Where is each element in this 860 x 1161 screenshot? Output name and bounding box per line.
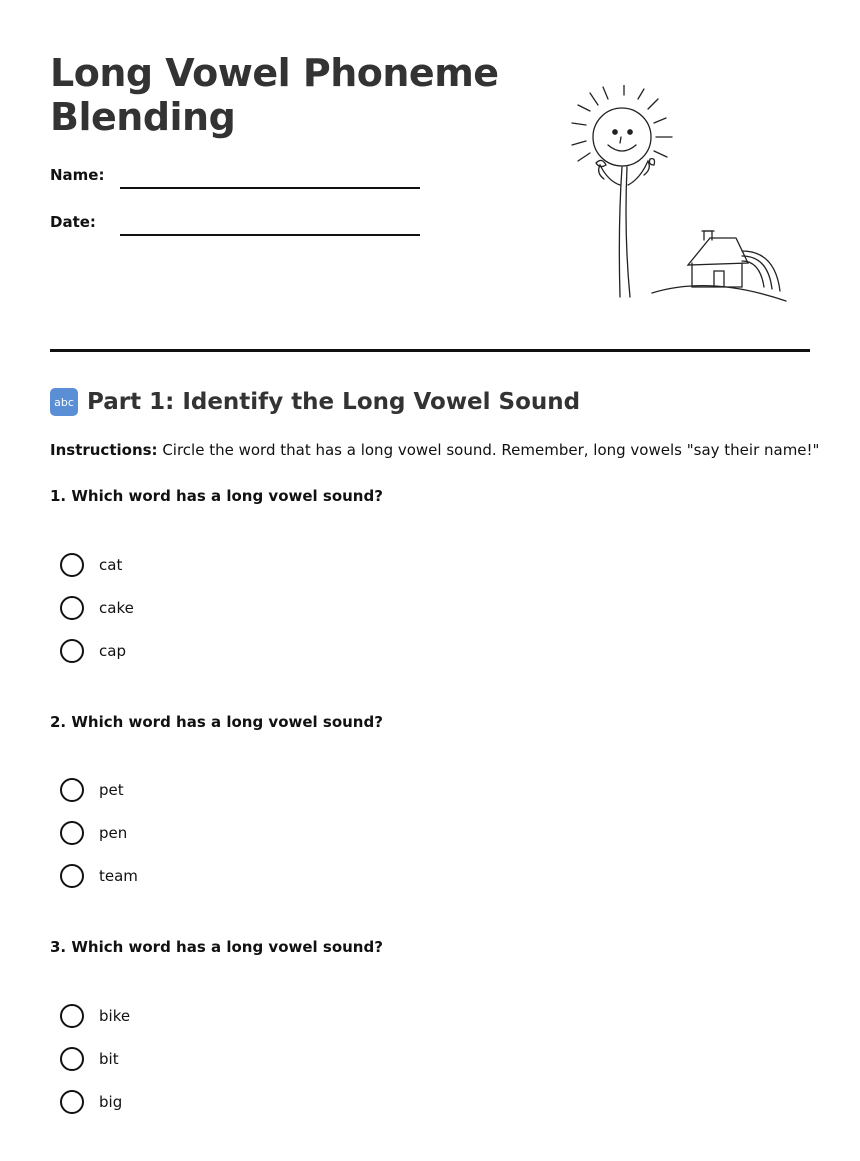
date-label: Date:: [50, 213, 96, 231]
radio-circle-icon[interactable]: [60, 1004, 84, 1028]
instructions-text: Circle the word that has a long vowel sound. Remember, long vowels "say their name!": [157, 441, 820, 459]
answer-option[interactable]: [60, 777, 124, 803]
radio-circle-icon[interactable]: [60, 639, 84, 663]
answer-option-label: pet: [99, 781, 124, 799]
answer-option-label: cat: [99, 556, 123, 574]
answer-option-label: pen: [99, 824, 128, 842]
answer-option[interactable]: [60, 863, 138, 889]
answer-option[interactable]: [60, 595, 134, 621]
worksheet-title: Long Vowel Phoneme Blending: [50, 51, 499, 139]
radio-circle-icon[interactable]: [60, 1047, 84, 1071]
section-heading-text: Part 1: Identify the Long Vowel Sound: [87, 389, 581, 415]
question-1: 1. Which word has a long vowel sound?: [50, 487, 383, 505]
radio-circle-icon[interactable]: [60, 778, 84, 802]
section-divider: [50, 349, 810, 352]
answer-option-label: big: [99, 1093, 123, 1111]
name-label: Name:: [50, 166, 105, 184]
answer-option-label: bit: [99, 1050, 119, 1068]
answer-option[interactable]: [60, 1003, 130, 1029]
radio-circle-icon[interactable]: [60, 596, 84, 620]
instructions: [50, 441, 819, 459]
answer-option[interactable]: [60, 1046, 119, 1072]
radio-circle-icon[interactable]: [60, 864, 84, 888]
answer-option[interactable]: [60, 638, 126, 664]
radio-circle-icon[interactable]: [60, 821, 84, 845]
question-3: 3. Which word has a long vowel sound?: [50, 938, 383, 956]
radio-circle-icon[interactable]: [60, 1090, 84, 1114]
answer-option-label: cake: [99, 599, 134, 617]
section-heading: [50, 388, 580, 416]
sun-face-icon: [593, 108, 651, 166]
answer-option[interactable]: [60, 1089, 122, 1115]
radio-circle-icon[interactable]: [60, 553, 84, 577]
answer-option[interactable]: [60, 820, 127, 846]
name-field[interactable]: [120, 187, 420, 189]
answer-option-label: cap: [99, 642, 126, 660]
abc-icon: abc: [50, 388, 78, 416]
answer-option-label: bike: [99, 1007, 131, 1025]
sun-house-illustration: [560, 85, 790, 305]
answer-option[interactable]: [60, 552, 122, 578]
question-2: 2. Which word has a long vowel sound?: [50, 713, 383, 731]
instructions-label: Instructions:: [50, 441, 158, 459]
date-field[interactable]: [120, 234, 420, 236]
answer-option-label: team: [99, 867, 138, 885]
